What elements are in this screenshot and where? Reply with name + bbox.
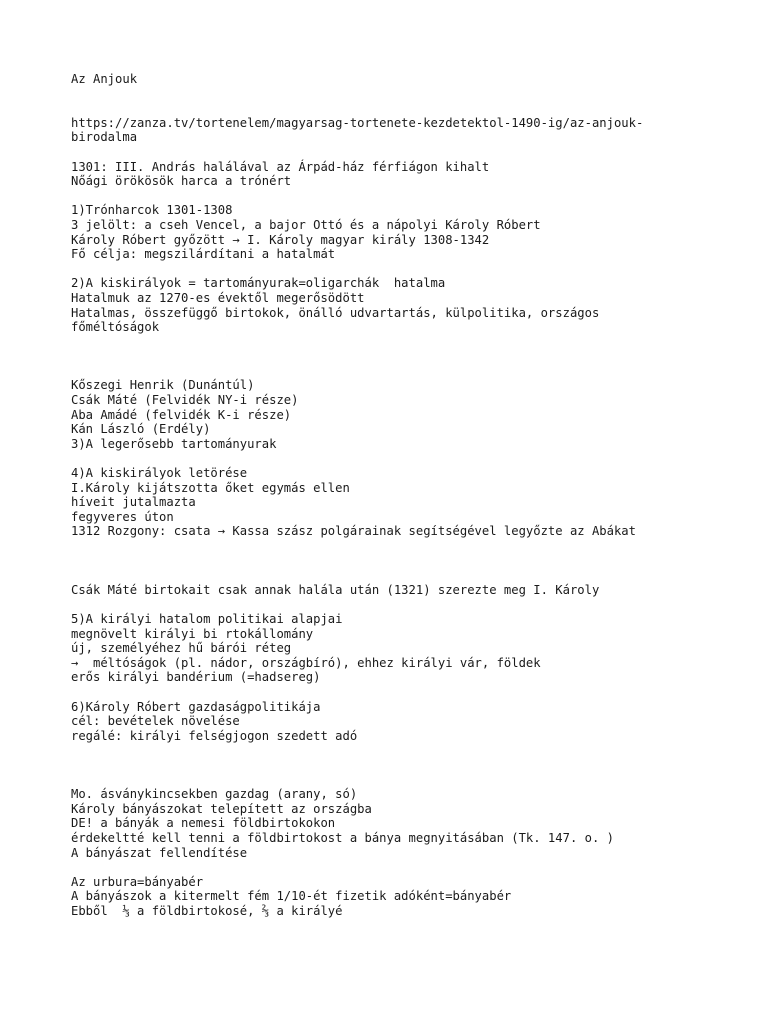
- text-line: 1312 Rozgony: csata → Kassa szász polgárainak segítségével legyőzte az Abákat: [71, 524, 636, 539]
- paragraph-gap: [71, 145, 751, 160]
- text-block: [71, 583, 751, 598]
- url-text-line: birodalma: [71, 130, 138, 145]
- text-line: 2)A kiskirályok = tartományurak=oligarchák hatalma: [71, 276, 446, 291]
- text-block: [71, 160, 751, 189]
- text-line: regálé: királyi felségjogon szedett adó: [71, 728, 358, 743]
- text-line: 5)A királyi hatalom politikai alapjai: [71, 612, 343, 626]
- paragraph-gap: [71, 743, 751, 787]
- text-line: Fő célja: megszilárdítani a hatalmát: [71, 247, 336, 262]
- text-block: [71, 612, 751, 685]
- text-line: cél: bevételek növelése: [71, 714, 240, 729]
- paragraph-gap: [71, 262, 751, 277]
- text-block: [71, 72, 751, 87]
- paragraph-gap: [71, 539, 751, 583]
- text-line: → méltóságok (pl. nádor, országbíró), ehhez királyi vár, földek: [71, 655, 541, 670]
- text-line: Csák Máté birtokait csak annak halála után (1321) szerezte meg I. Károly: [71, 582, 600, 597]
- text-line: híveit jutalmazta: [71, 495, 196, 510]
- paragraph-gap: [71, 860, 751, 875]
- text-block: [71, 116, 751, 145]
- text-line: Aba Amádé (felvidék K-i része): [71, 407, 292, 422]
- text-line: I.Károly kijátszotta őket egymás ellen: [71, 480, 350, 495]
- text-line: érdekeltté kell tenni a földbirtokost a bánya megnyitásában (Tk. 147. o. ): [71, 830, 614, 845]
- text-line: Károly bányászokat telepített az országba: [71, 801, 372, 816]
- text-line: Nőági örökösök harca a trónért: [71, 174, 292, 189]
- paragraph-gap: [71, 189, 751, 204]
- text-line: erős királyi bandérium (=hadsereg): [71, 670, 321, 685]
- paragraph-gap: [71, 451, 751, 466]
- text-line: 1)Trónharcok 1301-1308: [71, 203, 233, 218]
- text-line: Károly Róbert győzött → I. Károly magyar király 1308-1342: [71, 232, 490, 247]
- text-line: Az urbura=bányabér: [71, 874, 204, 889]
- text-block: [71, 276, 751, 334]
- text-line: 6)Károly Róbert gazdaságpolitikája: [71, 699, 321, 714]
- text-line: Csák Máté (Felvidék NY-i része): [71, 393, 299, 408]
- url-text-line: https://zanza.tv/tortenelem/magyarsag-tortenete-kezdetektol-1490-ig/az-anjouk-: [71, 115, 644, 130]
- paragraph-gap: [71, 335, 751, 379]
- text-line: főméltóságok: [71, 320, 160, 335]
- text-line: Hatalmuk az 1270-es évektől megerősödött: [71, 290, 365, 305]
- text-line: DE! a bányák a nemesi földbirtokokon: [71, 816, 336, 831]
- text-line: Mo. ásványkincsekben gazdag (arany, só): [71, 787, 358, 802]
- text-line: megnövelt királyi bi rtokállomány: [71, 626, 314, 641]
- text-line: új, személyéhez hű bárói réteg: [71, 641, 292, 656]
- text-block: [71, 875, 751, 919]
- text-line: 3)A legerősebb tartományurak: [71, 436, 277, 451]
- text-block: [71, 700, 751, 744]
- text-line: fegyveres úton: [71, 509, 174, 524]
- text-block: [71, 378, 751, 451]
- paragraph-gap: [71, 597, 751, 612]
- text-line: Hatalmas, összefüggő birtokok, önálló udvartartás, külpolitika, országos: [71, 305, 600, 320]
- document-body: [71, 72, 751, 918]
- paragraph-gap: [71, 685, 751, 700]
- paragraph-gap: [71, 87, 751, 116]
- text-line: 3 jelölt: a cseh Vencel, a bajor Ottó és a nápolyi Károly Róbert: [71, 217, 541, 232]
- text-line: Ebből ⅓ a földbirtokosé, ⅔ a királyé: [71, 903, 343, 918]
- text-line: Kán László (Erdély): [71, 422, 211, 437]
- text-block: [71, 203, 751, 261]
- text-line: Az Anjouk: [71, 72, 138, 86]
- text-line: A bányászok a kitermelt fém 1/10-ét fizetik adóként=bányabér: [71, 889, 512, 904]
- text-block: [71, 466, 751, 539]
- text-block: [71, 787, 751, 860]
- text-line: 1301: III. András halálával az Árpád-ház férfiágon kihalt: [71, 159, 490, 174]
- text-line: Kőszegi Henrik (Dunántúl): [71, 378, 255, 393]
- text-line: 4)A kiskirályok letörése: [71, 466, 248, 481]
- text-line: A bányászat fellendítése: [71, 845, 248, 860]
